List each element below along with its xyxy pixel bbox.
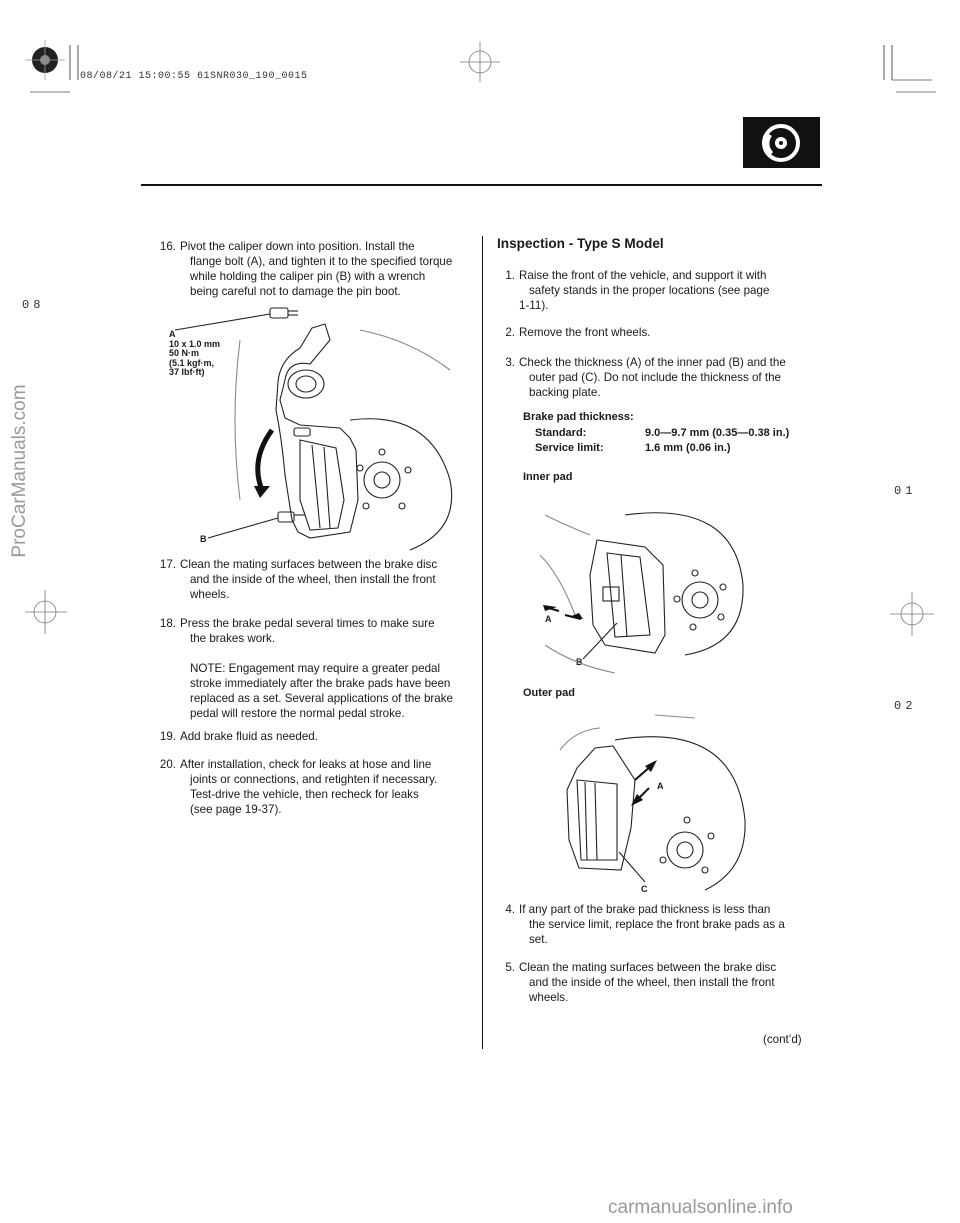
text-line: joints or connections, and retighten if necessary. xyxy=(190,773,438,786)
text-line: Pivot the caliper down into position. Install the xyxy=(180,240,415,253)
text-line: and the inside of the wheel, then install the front xyxy=(190,573,436,586)
section-heading: Inspection - Type S Model xyxy=(497,236,664,251)
torque-spec: 37 lbf·ft) xyxy=(169,367,205,377)
step-number: 18. xyxy=(159,617,176,630)
text-line: while holding the caliper pin (B) with a wrench xyxy=(190,270,426,283)
outer-pad-caption: Outer pad xyxy=(523,687,575,699)
header-rule xyxy=(141,184,822,186)
text-line: Clean the mating surfaces between the brake disc xyxy=(180,558,438,571)
step-number: 19. xyxy=(159,730,176,743)
caliper-illustration xyxy=(160,300,460,550)
text-line: Press the brake pedal several times to make sure xyxy=(180,617,435,630)
inner-pad-illustration xyxy=(535,495,755,675)
step-number: 4. xyxy=(505,903,515,916)
print-timestamp: 08/08/21 15:00:55 61SNR030_190_0015 xyxy=(80,71,308,82)
text-line: Raise the front of the vehicle, and support it with xyxy=(519,269,767,282)
text-line: wheels. xyxy=(529,991,569,1004)
text-line: Clean the mating surfaces between the brake disc xyxy=(519,961,777,974)
note-line: NOTE: Engagement may require a greater pedal xyxy=(190,662,441,675)
callout-a-thickness: A xyxy=(657,781,664,791)
pad-thickness-spec xyxy=(523,411,790,454)
section-badge xyxy=(743,117,820,168)
inner-pad-figure xyxy=(535,495,755,675)
text-line: wheels. xyxy=(190,588,230,601)
inner-pad-caption: Inner pad xyxy=(523,471,573,483)
text-line: safety stands in the proper locations (see page xyxy=(529,284,770,297)
text-line: Check the thickness (A) of the inner pad (B) and the xyxy=(519,356,786,369)
side-code-right-2: 02 xyxy=(894,699,917,713)
note-line: pedal will restore the normal pedal stroke. xyxy=(190,707,405,720)
text-line: (see page 19-37). xyxy=(190,803,282,816)
text-line: After installation, check for leaks at hose and line xyxy=(180,758,432,771)
side-code-right-1: 01 xyxy=(894,484,917,498)
text-line: backing plate. xyxy=(529,386,601,399)
column-divider xyxy=(482,236,483,1049)
step-number: 3. xyxy=(505,356,515,369)
step-number: 1. xyxy=(505,269,515,282)
text-line: flange bolt (A), and tighten it to the specified torque xyxy=(190,255,453,268)
step-number: 17. xyxy=(159,558,176,571)
footer-watermark: carmanualsonline.info xyxy=(608,1197,793,1218)
text-line: If any part of the brake pad thickness is less than xyxy=(519,903,771,916)
text-line: Add brake fluid as needed. xyxy=(180,730,318,743)
text-line: Test-drive the vehicle, then recheck for leaks xyxy=(190,788,419,801)
torque-spec: 50 N·m xyxy=(169,348,200,358)
step-number: 20. xyxy=(159,758,176,771)
text-line: Remove the front wheels. xyxy=(519,326,651,339)
torque-spec: 10 x 1.0 mm xyxy=(169,338,221,349)
brake-disc-icon xyxy=(743,117,820,168)
callout-c-outer-pad: C xyxy=(641,884,648,894)
caliper-figure xyxy=(160,300,460,550)
text-line: the brakes work. xyxy=(190,632,276,645)
spec-standard-label: Standard: xyxy=(535,427,587,439)
callout-label: A xyxy=(169,329,176,339)
step-number: 5. xyxy=(505,961,515,974)
torque-spec: (5.1 kgf·m, xyxy=(169,357,215,368)
text-line: set. xyxy=(529,933,548,946)
step-number: 2. xyxy=(505,326,515,339)
outer-pad-illustration xyxy=(555,710,755,895)
callout-b-caliper-pin: B xyxy=(200,534,207,544)
note-line: stroke immediately after the brake pads have been xyxy=(190,677,451,690)
note-line: replaced as a set. Several applications of the brake xyxy=(190,692,453,705)
text-line: the service limit, replace the front brake pads as a xyxy=(529,918,785,931)
spec-limit-label: Service limit: xyxy=(535,442,604,454)
spec-title: Brake pad thickness: xyxy=(523,411,634,423)
text-line: 1-11). xyxy=(519,299,549,312)
text-line: outer pad (C). Do not include the thickness of the xyxy=(529,371,781,384)
spec-limit-value: 1.6 mm (0.06 in.) xyxy=(645,442,731,454)
text-line: and the inside of the wheel, then install the front xyxy=(529,976,775,989)
callout-a-thickness: A xyxy=(545,614,552,624)
outer-pad-figure xyxy=(555,710,755,895)
text-line: being careful not to damage the pin boot. xyxy=(190,285,401,298)
side-watermark: ProCarManuals.com xyxy=(9,384,30,558)
callout-b-inner-pad: B xyxy=(576,657,583,667)
continued-marker: (cont’d) xyxy=(763,1033,802,1046)
side-code-left: 08 xyxy=(22,298,45,312)
spec-standard-value: 9.0—9.7 mm (0.35—0.38 in.) xyxy=(645,427,790,439)
step-number: 16. xyxy=(159,240,176,253)
